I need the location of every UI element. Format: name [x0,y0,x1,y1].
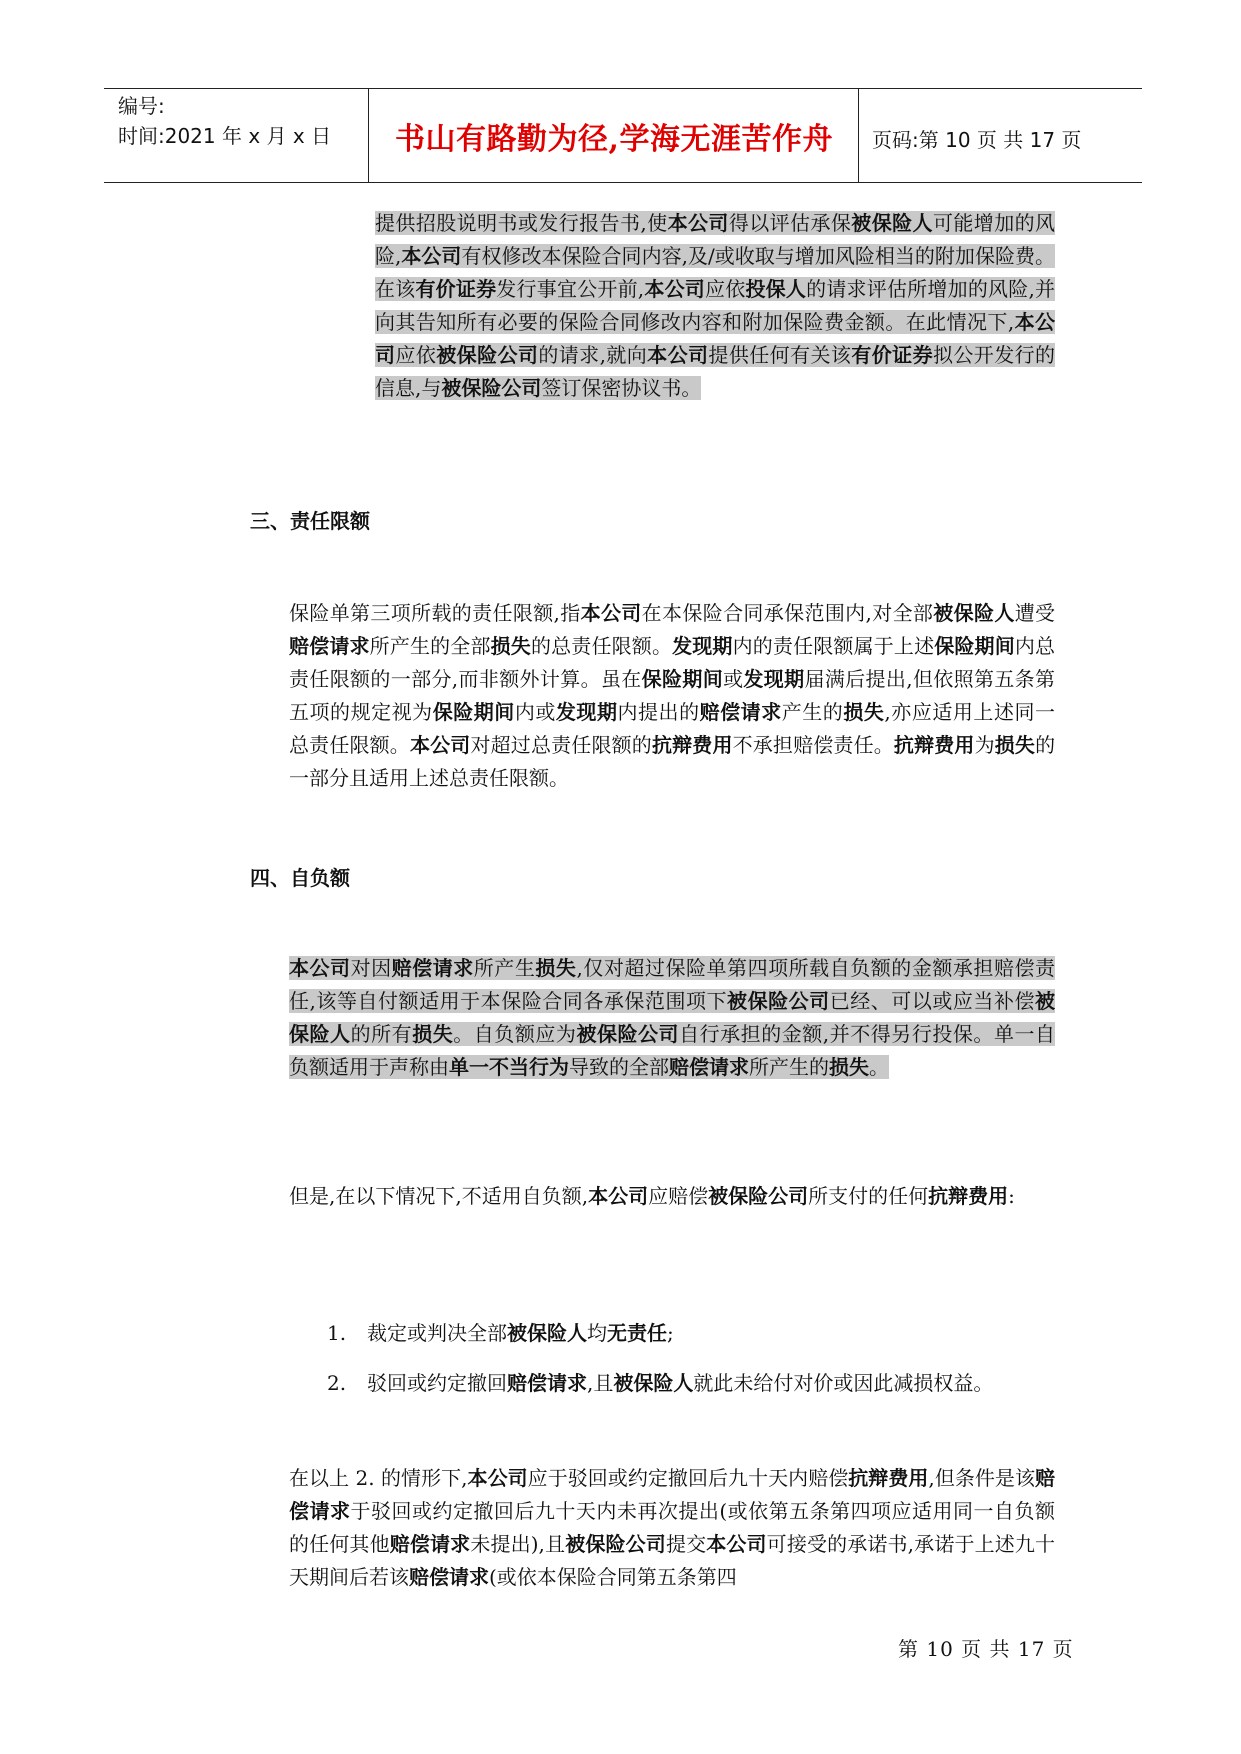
section-heading-deductible: 四、自负额 [250,866,350,890]
paragraph-deductible: 本公司对因赔偿请求所产生损失,仅对超过保险单第四项所载自负额的金额承担赔偿责任,该等自付额适用于本保险合同各承保范围项下被保险公司已经、可以或应当补偿被保险人的所有损失。自负额应为被保险公司自行承担的金额,并不得另行投保。单一自负额适用于声称由单一不当行为导致的全部赔偿请求所产生的损失。 [289,956,1056,1079]
paragraph-deductible-exception: 但是,在以下情况下,不适用自负额,本公司应赔偿被保险公司所支付的任何抗辩费用: [289,1184,1015,1208]
paragraph-disclosure: 提供招股说明书或发行报告书,使本公司得以评估承保被保险人可能增加的风险,本公司有权修改本保险合同内容,及/或收取与增加风险相当的附加保险费。在该有价证券发行事宜公开前,本公司应依投保人的请求评估所增加的风险,并向其告知所有必要的保险合同修改内容和附加保险费金额。在此情况下,本公司应依被保险公司的请求,就向本公司提供任何有关该有价证券拟公开发行的信息,与被保险公司签订保密协议书。 [375,211,1056,400]
paragraph-liability-limit: 保险单第三项所载的责任限额,指本公司在本保险合同承保范围内,对全部被保险人遭受赔偿请求所产生的全部损失的总责任限额。发现期内的责任限额属于上述保险期间内总责任限额的一部分,而非额外计算。虽在保险期间或发现期届满后提出,但依照第五条第五项的规定视为保险期间内或发现期内提出的赔偿请求产生的损失,亦应适用上述同一总责任限额。本公司对超过总责任限额的抗辩费用不承担赔偿责任。抗辩费用为损失的一部分且适用上述总责任限额。 [289,601,1056,790]
paragraph-reimbursement-condition: 在以上 2. 的情形下,本公司应于驳回或约定撤回后九十天内赔偿抗辩费用,但条件是该赔偿请求于驳回或约定撤回后九十天内未再次提出(或依第五条第四项应适用同一自负额的任何其他赔偿请求未提出),且被保险公司提交本公司可接受的承诺书,承诺于上述九十天期间后若该赔偿请求(或依本保险合同第五条第四 [289,1466,1056,1589]
list-item: 1. 裁定或判决全部被保险人均无责任; [327,1321,674,1345]
list-item: 2. 驳回或约定撤回赔偿请求,且被保险人就此未给付对价或因此减损权益。 [327,1371,994,1395]
header-divider-left [368,88,369,182]
header-page-info: 页码:第 10 页 共 17 页 [872,128,1082,152]
doc-number-label: 编号: [118,94,165,118]
page-footer: 第 10 页 共 17 页 [898,1637,1074,1661]
header-left [118,91,331,151]
header-divider-right [858,88,859,182]
section-heading-liability-limit: 三、责任限额 [250,509,370,533]
header-motto: 书山有路勤为径,学海无涯苦作舟 [395,122,833,157]
doc-time-label: 时间:2021 年 x 月 x 日 [118,124,332,148]
header-bottom-rule [104,182,1142,183]
header-top-rule [104,88,1142,89]
